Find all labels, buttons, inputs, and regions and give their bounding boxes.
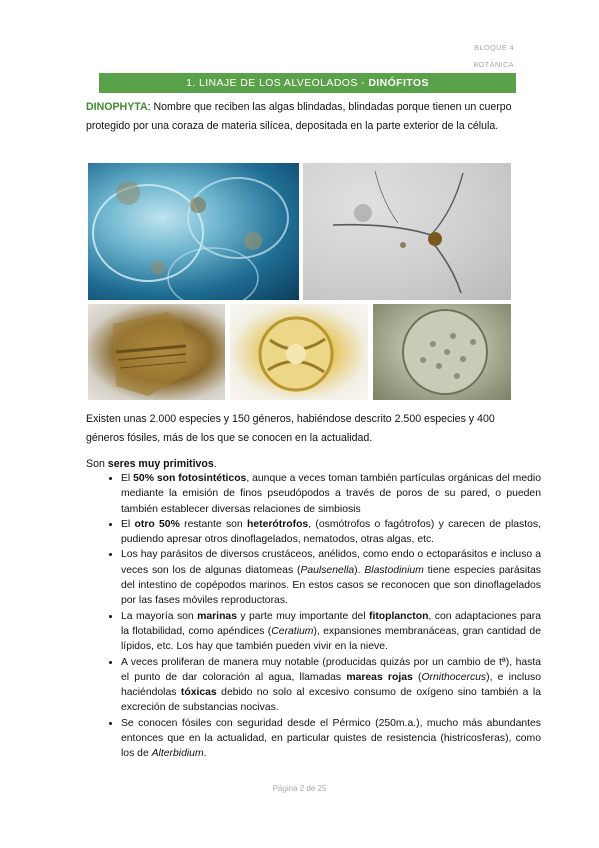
italic-text: Blastodinium (364, 564, 424, 576)
list-item (121, 517, 541, 548)
text: ), e incluso haciéndolas (121, 671, 541, 699)
italic-text: Ceratium (271, 625, 314, 637)
primitive-prefix: Son (86, 458, 108, 470)
text: ). (354, 564, 365, 576)
list-item (121, 547, 541, 608)
text: A veces proliferan de manera muy notable (producidas quizás por un cambio de tª), hasta el punto de dar coloración al agua, llamadas (121, 656, 541, 683)
intro-text: : Nombre que reciben las algas blindadas, blindadas porque tienen un cuerpo protegido por una coraza de materia silícea, depositada en la parte exterior de la célula. (86, 101, 512, 132)
characteristics-list (96, 471, 541, 762)
text: Los hay parásitos de diversos crustáceos, anélidos, como endo o ectoparásitos e incluso a veces son los de algunas diatomeas ( (121, 549, 541, 576)
text: , con adaptaciones para la flotabilidad, como apéndices ( (121, 610, 541, 637)
page-number: Página 2 de 25 (272, 784, 327, 793)
micrograph-golden-cell (88, 304, 225, 400)
micrograph-cyst (230, 304, 368, 400)
section-title-prefix: 1. LINAJE DE LOS ALVEOLADOS - (186, 77, 369, 89)
micrograph-blue-cells (88, 163, 299, 300)
primitive-strong: seres muy primitivos (107, 458, 214, 470)
text: ), expansiones membranáceas, gran cantidad de lípidos, etc. Los hay que también pueden vivir en la nieve. (121, 625, 541, 653)
section-title-strong: DINÓFITOS (368, 77, 429, 89)
text: El (121, 473, 134, 484)
text: La mayoría son (121, 610, 198, 622)
text: tiene especies parásitas del intestino de copépodos marinos. En estos casos se reconocen que son dinoflagelados por las fases móviles reproductoras. (121, 564, 541, 607)
primitive-heading (86, 458, 217, 470)
micrograph-ceratium (303, 163, 511, 300)
text: y parte muy importante del (236, 610, 369, 622)
text: , (osmótrofos o fagótrofos) y carecen de plastos, pudiendo apresar otros dinoflagelados, nematodos, otras algas, etc. (121, 518, 541, 546)
primitive-suffix: . (213, 458, 217, 470)
list-item (121, 471, 541, 517)
header-subject: BLOQUE 4 (474, 43, 514, 52)
section-title-banner (99, 73, 516, 93)
text: . (203, 748, 207, 760)
bold-text: fitoplancton (369, 610, 429, 622)
bold-text: 50% son fotosintéticos (133, 473, 247, 484)
bold-text: heterótrofos (247, 518, 309, 530)
list-item (121, 716, 541, 762)
text: ( (412, 671, 422, 683)
italic-text: Alterbidium (151, 748, 204, 760)
species-paragraph: Existen unas 2.000 especies y 150 géneros, habiéndose descrito 2.500 especies y 400 géneros fósiles, más de los que se conocen en la actualidad. (86, 413, 495, 444)
text: , aunque a veces toman también partículas orgánicas del medio mediante la emisión de finos pseudópodos a través de poros de su pared, o pueden también establecer diversas relaciones de simbiosis (121, 473, 541, 515)
text: debido no solo al excesivo consumo de oxígeno sino también a la excreción de substancias nocivas. (121, 687, 541, 714)
intro-term: DINOPHYTA (86, 101, 148, 113)
italic-text: Ornithocercus (421, 671, 487, 683)
italic-text: Paulsenella (300, 564, 355, 576)
intro-paragraph (86, 98, 518, 135)
list-item (121, 609, 541, 655)
list-item (121, 655, 541, 716)
bold-text: tóxicas (180, 687, 217, 699)
text: restante son (179, 518, 248, 530)
text: Se conocen fósiles con seguridad desde el Pérmico (250m.a.), mucho más abundantes entonces que en la actualidad, en particular quistes de resistencia (histricosferas), como los de (121, 717, 541, 760)
bold-text: marinas (197, 610, 237, 622)
text: El (121, 518, 135, 530)
bold-text: otro 50% (134, 518, 180, 530)
bold-text: mareas rojas (346, 671, 413, 683)
header-course: BOTÁNICA (473, 60, 514, 69)
micrograph-granular-cell (373, 304, 511, 400)
